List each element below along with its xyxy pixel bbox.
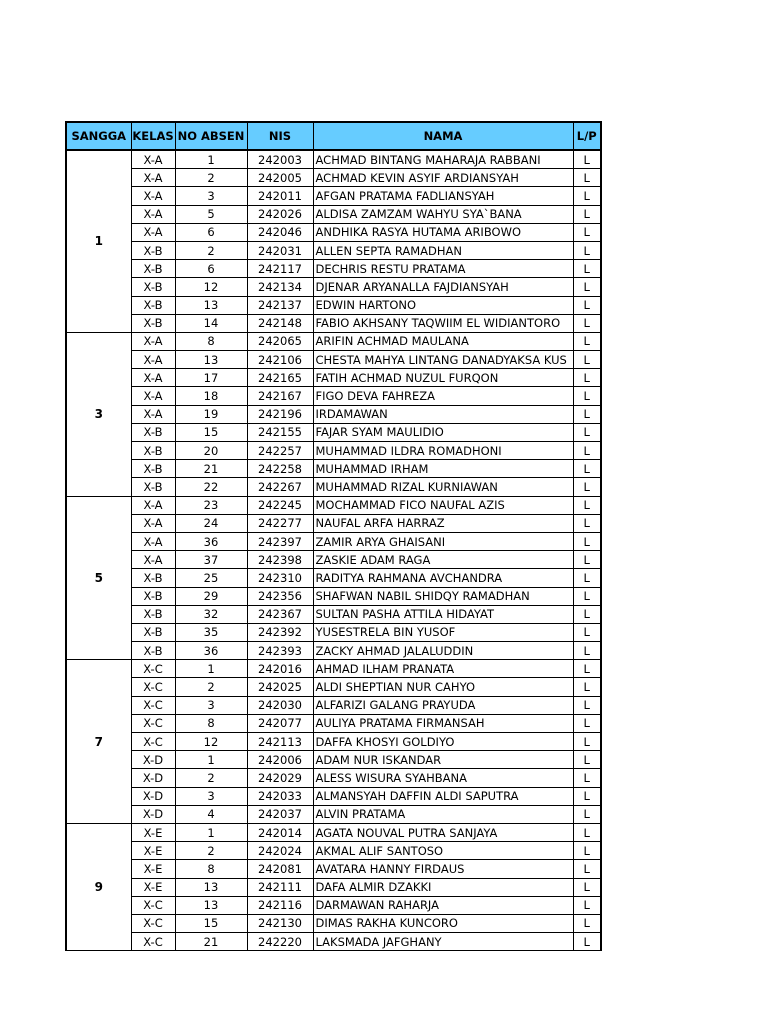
- no-absen-cell: 22: [175, 478, 247, 496]
- lp-cell: L: [573, 933, 601, 951]
- no-absen-cell: 1: [175, 660, 247, 678]
- header-sangga: SANGGA: [66, 122, 131, 150]
- nama-cell: YUSESTRELA BIN YUSOF: [313, 623, 573, 641]
- no-absen-cell: 17: [175, 369, 247, 387]
- nama-cell: ZASKIE ADAM RAGA: [313, 551, 573, 569]
- nama-cell: ZAMIR ARYA GHAISANI: [313, 532, 573, 550]
- kelas-cell: X-A: [131, 405, 175, 423]
- nis-cell: 242220: [247, 933, 313, 951]
- nama-cell: DECHRIS RESTU PRATAMA: [313, 260, 573, 278]
- lp-cell: L: [573, 642, 601, 660]
- lp-cell: L: [573, 369, 601, 387]
- no-absen-cell: 25: [175, 569, 247, 587]
- table-row: [66, 532, 601, 550]
- kelas-cell: X-C: [131, 914, 175, 932]
- lp-cell: L: [573, 605, 601, 623]
- table-row: [66, 933, 601, 951]
- kelas-cell: X-B: [131, 569, 175, 587]
- nis-cell: 242006: [247, 751, 313, 769]
- lp-cell: L: [573, 351, 601, 369]
- table-row: [66, 696, 601, 714]
- nama-cell: NAUFAL ARFA HARRAZ: [313, 514, 573, 532]
- table-row: [66, 642, 601, 660]
- table-row: [66, 623, 601, 641]
- lp-cell: L: [573, 842, 601, 860]
- kelas-cell: X-A: [131, 514, 175, 532]
- nama-cell: MUHAMMAD RIZAL KURNIAWAN: [313, 478, 573, 496]
- no-absen-cell: 15: [175, 423, 247, 441]
- nama-cell: ALMANSYAH DAFFIN ALDI SAPUTRA: [313, 787, 573, 805]
- kelas-cell: X-B: [131, 278, 175, 296]
- lp-cell: L: [573, 914, 601, 932]
- no-absen-cell: 15: [175, 914, 247, 932]
- table-row: [66, 605, 601, 623]
- nama-cell: LAKSMADA JAFGHANY: [313, 933, 573, 951]
- no-absen-cell: 18: [175, 387, 247, 405]
- nis-cell: 242258: [247, 460, 313, 478]
- kelas-cell: X-B: [131, 642, 175, 660]
- table-row: [66, 733, 601, 751]
- table-row: [66, 514, 601, 532]
- no-absen-cell: 6: [175, 223, 247, 241]
- nama-cell: DJENAR ARYANALLA FAJDIANSYAH: [313, 278, 573, 296]
- sangga-cell: 9: [66, 823, 131, 950]
- table-row: [66, 314, 601, 332]
- lp-cell: L: [573, 278, 601, 296]
- table-row: [66, 551, 601, 569]
- nama-cell: ARIFIN ACHMAD MAULANA: [313, 332, 573, 350]
- lp-cell: L: [573, 260, 601, 278]
- nis-cell: 242134: [247, 278, 313, 296]
- table-row: [66, 751, 601, 769]
- nis-cell: 242014: [247, 823, 313, 841]
- no-absen-cell: 6: [175, 260, 247, 278]
- lp-cell: L: [573, 878, 601, 896]
- lp-cell: L: [573, 769, 601, 787]
- lp-cell: L: [573, 332, 601, 350]
- lp-cell: L: [573, 223, 601, 241]
- nis-cell: 242392: [247, 623, 313, 641]
- kelas-cell: X-C: [131, 660, 175, 678]
- table-row: [66, 660, 601, 678]
- table-row: [66, 423, 601, 441]
- kelas-cell: X-C: [131, 733, 175, 751]
- kelas-cell: X-A: [131, 351, 175, 369]
- table-header: [66, 122, 601, 150]
- nis-cell: 242356: [247, 587, 313, 605]
- nis-cell: 242310: [247, 569, 313, 587]
- nis-cell: 242137: [247, 296, 313, 314]
- kelas-cell: X-B: [131, 623, 175, 641]
- nama-cell: CHESTA MAHYA LINTANG DANADYAKSA KUS: [313, 351, 573, 369]
- nis-cell: 242077: [247, 714, 313, 732]
- kelas-cell: X-D: [131, 787, 175, 805]
- lp-cell: L: [573, 532, 601, 550]
- nis-cell: 242031: [247, 241, 313, 259]
- nis-cell: 242029: [247, 769, 313, 787]
- lp-cell: L: [573, 587, 601, 605]
- no-absen-cell: 32: [175, 605, 247, 623]
- table-row: [66, 678, 601, 696]
- no-absen-cell: 1: [175, 823, 247, 841]
- nis-cell: 242025: [247, 678, 313, 696]
- no-absen-cell: 13: [175, 296, 247, 314]
- kelas-cell: X-A: [131, 532, 175, 550]
- kelas-cell: X-C: [131, 696, 175, 714]
- no-absen-cell: 4: [175, 805, 247, 823]
- table-row: [66, 460, 601, 478]
- sangga-cell: 1: [66, 150, 131, 332]
- nis-cell: 242398: [247, 551, 313, 569]
- lp-cell: L: [573, 478, 601, 496]
- nama-cell: FATIH ACHMAD NUZUL FURQON: [313, 369, 573, 387]
- nama-cell: ALESS WISURA SYAHBANA: [313, 769, 573, 787]
- no-absen-cell: 23: [175, 496, 247, 514]
- sangga-cell: 5: [66, 496, 131, 660]
- table-row: [66, 169, 601, 187]
- nama-cell: AHMAD ILHAM PRANATA: [313, 660, 573, 678]
- nis-cell: 242267: [247, 478, 313, 496]
- table-row: [66, 387, 601, 405]
- nis-cell: 242113: [247, 733, 313, 751]
- nama-cell: SHAFWAN NABIL SHIDQY RAMADHAN: [313, 587, 573, 605]
- table-row: [66, 569, 601, 587]
- lp-cell: L: [573, 805, 601, 823]
- kelas-cell: X-D: [131, 769, 175, 787]
- kelas-cell: X-B: [131, 241, 175, 259]
- header-kelas: KELAS: [131, 122, 175, 150]
- table-row: [66, 405, 601, 423]
- no-absen-cell: 37: [175, 551, 247, 569]
- nama-cell: DARMAWAN RAHARJA: [313, 896, 573, 914]
- nama-cell: SULTAN PASHA ATTILA HIDAYAT: [313, 605, 573, 623]
- nama-cell: ALLEN SEPTA RAMADHAN: [313, 241, 573, 259]
- nis-cell: 242167: [247, 387, 313, 405]
- no-absen-cell: 12: [175, 733, 247, 751]
- nis-cell: 242033: [247, 787, 313, 805]
- nama-cell: ALDISA ZAMZAM WAHYU SYA`BANA: [313, 205, 573, 223]
- table-row: [66, 914, 601, 932]
- lp-cell: L: [573, 551, 601, 569]
- no-absen-cell: 2: [175, 842, 247, 860]
- table-row: [66, 823, 601, 841]
- lp-cell: L: [573, 896, 601, 914]
- lp-cell: L: [573, 496, 601, 514]
- kelas-cell: X-C: [131, 933, 175, 951]
- table-body: [66, 150, 601, 951]
- nis-cell: 242367: [247, 605, 313, 623]
- kelas-cell: X-A: [131, 387, 175, 405]
- nis-cell: 242148: [247, 314, 313, 332]
- lp-cell: L: [573, 405, 601, 423]
- no-absen-cell: 2: [175, 169, 247, 187]
- no-absen-cell: 24: [175, 514, 247, 532]
- no-absen-cell: 20: [175, 442, 247, 460]
- nis-cell: 242016: [247, 660, 313, 678]
- table-row: [66, 769, 601, 787]
- no-absen-cell: 1: [175, 751, 247, 769]
- nis-cell: 242117: [247, 260, 313, 278]
- table-row: [66, 714, 601, 732]
- nis-cell: 242393: [247, 642, 313, 660]
- no-absen-cell: 21: [175, 460, 247, 478]
- nis-cell: 242005: [247, 169, 313, 187]
- table-row: [66, 241, 601, 259]
- table-row: [66, 260, 601, 278]
- nama-cell: ANDHIKA RASYA HUTAMA ARIBOWO: [313, 223, 573, 241]
- nis-cell: 242106: [247, 351, 313, 369]
- kelas-cell: X-B: [131, 314, 175, 332]
- header-no-absen: NO ABSEN: [175, 122, 247, 150]
- nis-cell: 242116: [247, 896, 313, 914]
- table-row: [66, 442, 601, 460]
- table-row: [66, 860, 601, 878]
- header-lp: L/P: [573, 122, 601, 150]
- no-absen-cell: 8: [175, 332, 247, 350]
- nama-cell: MUHAMMAD IRHAM: [313, 460, 573, 478]
- table-row: [66, 787, 601, 805]
- nis-cell: 242003: [247, 150, 313, 169]
- table-row: [66, 496, 601, 514]
- nama-cell: FIGO DEVA FAHREZA: [313, 387, 573, 405]
- no-absen-cell: 36: [175, 642, 247, 660]
- kelas-cell: X-C: [131, 678, 175, 696]
- table-row: [66, 278, 601, 296]
- nama-cell: DAFA ALMIR DZAKKI: [313, 878, 573, 896]
- kelas-cell: X-A: [131, 150, 175, 169]
- header-row: [66, 122, 601, 150]
- nis-cell: 242065: [247, 332, 313, 350]
- table-row: [66, 223, 601, 241]
- kelas-cell: X-B: [131, 260, 175, 278]
- no-absen-cell: 19: [175, 405, 247, 423]
- no-absen-cell: 14: [175, 314, 247, 332]
- nis-cell: 242165: [247, 369, 313, 387]
- kelas-cell: X-A: [131, 369, 175, 387]
- table-row: [66, 150, 601, 169]
- kelas-cell: X-A: [131, 187, 175, 205]
- nama-cell: AVATARA HANNY FIRDAUS: [313, 860, 573, 878]
- no-absen-cell: 8: [175, 860, 247, 878]
- lp-cell: L: [573, 787, 601, 805]
- nama-cell: AKMAL ALIF SANTOSO: [313, 842, 573, 860]
- table-row: [66, 587, 601, 605]
- no-absen-cell: 3: [175, 787, 247, 805]
- nis-cell: 242024: [247, 842, 313, 860]
- kelas-cell: X-E: [131, 823, 175, 841]
- nis-cell: 242130: [247, 914, 313, 932]
- table-row: [66, 369, 601, 387]
- nis-cell: 242397: [247, 532, 313, 550]
- kelas-cell: X-B: [131, 460, 175, 478]
- no-absen-cell: 12: [175, 278, 247, 296]
- nis-cell: 242030: [247, 696, 313, 714]
- kelas-cell: X-A: [131, 205, 175, 223]
- table-row: [66, 187, 601, 205]
- lp-cell: L: [573, 751, 601, 769]
- table-row: [66, 878, 601, 896]
- kelas-cell: X-D: [131, 805, 175, 823]
- nama-cell: FAJAR SYAM MAULIDIO: [313, 423, 573, 441]
- header-nis: NIS: [247, 122, 313, 150]
- nama-cell: AGATA NOUVAL PUTRA SANJAYA: [313, 823, 573, 841]
- nama-cell: DIMAS RAKHA KUNCORO: [313, 914, 573, 932]
- kelas-cell: X-A: [131, 169, 175, 187]
- no-absen-cell: 2: [175, 769, 247, 787]
- kelas-cell: X-E: [131, 878, 175, 896]
- table-row: [66, 478, 601, 496]
- kelas-cell: X-C: [131, 896, 175, 914]
- no-absen-cell: 36: [175, 532, 247, 550]
- nis-cell: 242245: [247, 496, 313, 514]
- lp-cell: L: [573, 296, 601, 314]
- lp-cell: L: [573, 860, 601, 878]
- kelas-cell: X-B: [131, 423, 175, 441]
- nama-cell: IRDAMAWAN: [313, 405, 573, 423]
- kelas-cell: X-A: [131, 551, 175, 569]
- table-row: [66, 805, 601, 823]
- nis-cell: 242037: [247, 805, 313, 823]
- nama-cell: ALFARIZI GALANG PRAYUDA: [313, 696, 573, 714]
- sangga-cell: 3: [66, 332, 131, 496]
- nama-cell: FABIO AKHSANY TAQWIIM EL WIDIANTORO: [313, 314, 573, 332]
- nama-cell: AFGAN PRATAMA FADLIANSYAH: [313, 187, 573, 205]
- table-row: [66, 205, 601, 223]
- kelas-cell: X-D: [131, 751, 175, 769]
- no-absen-cell: 21: [175, 933, 247, 951]
- lp-cell: L: [573, 205, 601, 223]
- no-absen-cell: 13: [175, 351, 247, 369]
- no-absen-cell: 3: [175, 187, 247, 205]
- no-absen-cell: 29: [175, 587, 247, 605]
- kelas-cell: X-A: [131, 332, 175, 350]
- no-absen-cell: 13: [175, 878, 247, 896]
- lp-cell: L: [573, 169, 601, 187]
- lp-cell: L: [573, 423, 601, 441]
- lp-cell: L: [573, 514, 601, 532]
- no-absen-cell: 5: [175, 205, 247, 223]
- table-row: [66, 296, 601, 314]
- kelas-cell: X-A: [131, 223, 175, 241]
- no-absen-cell: 1: [175, 150, 247, 169]
- kelas-cell: X-E: [131, 842, 175, 860]
- nis-cell: 242257: [247, 442, 313, 460]
- no-absen-cell: 2: [175, 678, 247, 696]
- no-absen-cell: 35: [175, 623, 247, 641]
- nama-cell: DAFFA KHOSYI GOLDIYO: [313, 733, 573, 751]
- kelas-cell: X-B: [131, 478, 175, 496]
- lp-cell: L: [573, 460, 601, 478]
- nis-cell: 242046: [247, 223, 313, 241]
- table-row: [66, 842, 601, 860]
- lp-cell: L: [573, 387, 601, 405]
- lp-cell: L: [573, 569, 601, 587]
- nama-cell: ACHMAD BINTANG MAHARAJA RABBANI: [313, 150, 573, 169]
- lp-cell: L: [573, 660, 601, 678]
- kelas-cell: X-B: [131, 587, 175, 605]
- no-absen-cell: 8: [175, 714, 247, 732]
- lp-cell: L: [573, 187, 601, 205]
- table-row: [66, 351, 601, 369]
- kelas-cell: X-A: [131, 496, 175, 514]
- header-nama: NAMA: [313, 122, 573, 150]
- kelas-cell: X-E: [131, 860, 175, 878]
- no-absen-cell: 13: [175, 896, 247, 914]
- nama-cell: AULIYA PRATAMA FIRMANSAH: [313, 714, 573, 732]
- table-row: [66, 896, 601, 914]
- nis-cell: 242026: [247, 205, 313, 223]
- nis-cell: 242111: [247, 878, 313, 896]
- lp-cell: L: [573, 241, 601, 259]
- lp-cell: L: [573, 823, 601, 841]
- table-row: [66, 332, 601, 350]
- student-roster-table: [65, 121, 602, 951]
- nama-cell: ACHMAD KEVIN ASYIF ARDIANSYAH: [313, 169, 573, 187]
- nama-cell: MUHAMMAD ILDRA ROMADHONI: [313, 442, 573, 460]
- lp-cell: L: [573, 714, 601, 732]
- no-absen-cell: 3: [175, 696, 247, 714]
- nama-cell: RADITYA RAHMANA AVCHANDRA: [313, 569, 573, 587]
- no-absen-cell: 2: [175, 241, 247, 259]
- lp-cell: L: [573, 696, 601, 714]
- lp-cell: L: [573, 733, 601, 751]
- nama-cell: ZACKY AHMAD JALALUDDIN: [313, 642, 573, 660]
- lp-cell: L: [573, 442, 601, 460]
- nama-cell: ADAM NUR ISKANDAR: [313, 751, 573, 769]
- nama-cell: ALDI SHEPTIAN NUR CAHYO: [313, 678, 573, 696]
- nama-cell: MOCHAMMAD FICO NAUFAL AZIS: [313, 496, 573, 514]
- kelas-cell: X-B: [131, 296, 175, 314]
- sangga-cell: 7: [66, 660, 131, 824]
- nis-cell: 242155: [247, 423, 313, 441]
- nis-cell: 242011: [247, 187, 313, 205]
- nama-cell: ALVIN PRATAMA: [313, 805, 573, 823]
- nis-cell: 242081: [247, 860, 313, 878]
- nis-cell: 242196: [247, 405, 313, 423]
- lp-cell: L: [573, 314, 601, 332]
- kelas-cell: X-B: [131, 442, 175, 460]
- lp-cell: L: [573, 678, 601, 696]
- nis-cell: 242277: [247, 514, 313, 532]
- nama-cell: EDWIN HARTONO: [313, 296, 573, 314]
- kelas-cell: X-C: [131, 714, 175, 732]
- lp-cell: L: [573, 150, 601, 169]
- kelas-cell: X-B: [131, 605, 175, 623]
- lp-cell: L: [573, 623, 601, 641]
